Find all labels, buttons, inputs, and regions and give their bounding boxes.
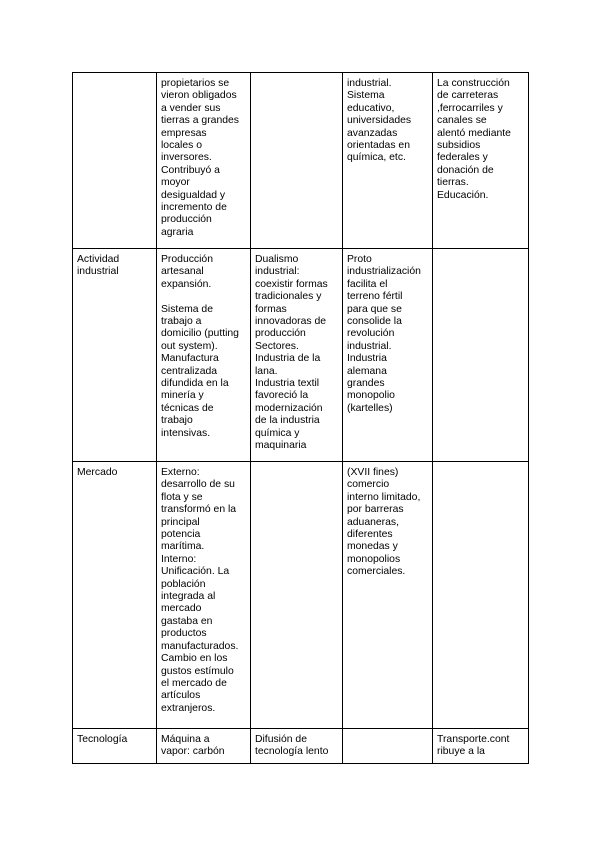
cell-text-line: artículos	[161, 690, 201, 702]
cell-text-line: intensivas.	[161, 427, 211, 439]
cell-text-line: Sectores.	[255, 340, 299, 352]
table-cell	[251, 249, 343, 462]
table-cell	[343, 462, 433, 729]
cell-text-line: grandes	[347, 378, 385, 390]
cell-text-line: Sistema	[347, 90, 385, 102]
table-cell	[73, 462, 157, 729]
cell-text-line: Contribuyó a	[161, 164, 220, 176]
cell-text-line: Interno:	[161, 553, 197, 565]
cell-text-line: favoreció la	[255, 390, 309, 402]
cell-text-line: industrialización	[347, 266, 421, 278]
cell-text-line: incremento de	[161, 202, 227, 214]
cell-text-line: innovadoras de	[255, 316, 327, 328]
cell-text-line: comercio	[347, 479, 390, 491]
cell-text-line: agraria	[161, 226, 194, 238]
cell-text-line: Cambio en los	[161, 653, 228, 665]
cell-text-line: ,ferrocarriles y	[437, 102, 503, 114]
cell-text-line: difundida en la	[161, 378, 229, 390]
cell-text-line: lana.	[255, 365, 278, 377]
cell-text-line: consolide la	[347, 316, 402, 328]
cell-text-line: producción	[161, 214, 212, 226]
cell-text-line: Manufactura	[161, 353, 219, 365]
cell-text-line: potencia	[161, 529, 201, 541]
cell-text-line: vieron obligados	[161, 90, 237, 102]
cell-text-line: industrial.	[347, 340, 392, 352]
cell-text-line: marítima.	[161, 541, 205, 553]
cell-text-line: tecnología lento	[255, 746, 329, 758]
cell-text-line: vapor: carbón	[161, 746, 225, 758]
cell-blank-line	[161, 291, 246, 303]
table-cell	[343, 249, 433, 462]
cell-text-line: artesanal	[161, 266, 204, 278]
cell-text-line: expansión.	[161, 278, 212, 290]
cell-text-line: minería y	[161, 390, 204, 402]
cell-text-line: tierras a grandes	[161, 115, 239, 127]
cell-text-line: de la industria	[255, 415, 320, 427]
cell-text-line: centralizada	[161, 365, 218, 377]
cell-text-line: Dualismo	[255, 254, 299, 265]
table-cell	[433, 249, 529, 462]
cell-text-line: subsidios	[437, 140, 481, 152]
cell-text-line: industrial	[77, 266, 119, 278]
table-cell	[251, 729, 343, 764]
cell-text-line: diferentes	[347, 529, 393, 541]
cell-text-line: inversores.	[161, 152, 212, 164]
table-cell	[73, 729, 157, 764]
cell-text-line: (kartelles)	[347, 402, 393, 414]
table-row	[73, 729, 529, 764]
cell-text-line: comerciales.	[347, 566, 406, 578]
cell-text-line: Industria textil	[255, 378, 320, 390]
cell-text-line: trabajo a	[161, 316, 202, 328]
cell-text-line: Proto	[347, 254, 372, 265]
cell-text-line: educativo,	[347, 102, 395, 114]
table-cell	[433, 462, 529, 729]
table-cell	[433, 73, 529, 249]
cell-text-line: Unificación. La	[161, 566, 230, 578]
cell-text-line: empresas	[161, 127, 207, 139]
cell-text-line: federales y	[437, 152, 488, 164]
table-cell	[157, 729, 251, 764]
cell-text-line: por barreras	[347, 504, 404, 516]
cell-text-line: manufacturados.	[161, 640, 239, 652]
cell-text-line: de carreteras	[437, 90, 499, 102]
cell-text-line: desigualdad y	[161, 189, 226, 201]
cell-text-line: moyor	[161, 177, 190, 189]
cell-text-line: terreno fértil	[347, 291, 403, 303]
cell-text-line: propietarios se	[161, 78, 230, 89]
cell-text-line: coexistir formas	[255, 278, 328, 290]
cell-text-line: monopolios	[347, 553, 401, 565]
cell-text-line: Industria	[347, 353, 387, 365]
table-cell	[433, 729, 529, 764]
cell-text-line: orientadas en	[347, 140, 410, 152]
table-cell	[251, 462, 343, 729]
cell-text-line: monedas y	[347, 541, 398, 553]
cell-text-line: modernización	[255, 402, 323, 414]
cell-text-line: domicilio (putting	[161, 328, 239, 340]
cell-text-line: industrial.	[347, 78, 392, 89]
cell-text-line: facilita el	[347, 278, 388, 290]
cell-text-line: principal	[161, 516, 200, 528]
table-cell	[251, 73, 343, 249]
cell-text-line: desarrollo de su	[161, 479, 235, 491]
comparison-table	[72, 72, 529, 764]
cell-text-line: tierras.	[437, 177, 469, 189]
cell-text-line: maquinaria	[255, 440, 307, 452]
cell-text-line: química, etc.	[347, 152, 406, 164]
cell-text-line: Máquina a	[161, 734, 210, 745]
cell-text-line: población	[161, 578, 206, 590]
cell-text-line: Producción	[161, 254, 213, 265]
table-cell	[157, 462, 251, 729]
cell-text-line: Difusión de	[255, 734, 307, 745]
cell-text-line: locales o	[161, 140, 203, 152]
cell-text-line: alentó mediante	[437, 127, 511, 139]
table-cell	[157, 249, 251, 462]
cell-text-line: Externo:	[161, 467, 200, 478]
cell-text-line: a vender sus	[161, 102, 221, 114]
cell-text-line: trabajo	[161, 415, 193, 427]
cell-text-line: Industria de la	[255, 353, 321, 365]
cell-text-line: canales se	[437, 115, 487, 127]
cell-text-line: (XVII fines)	[347, 467, 399, 478]
cell-text-line: extranjeros.	[161, 702, 216, 714]
cell-text-line: revolución	[347, 328, 395, 340]
cell-text-line: transformó en la	[161, 504, 237, 516]
table-row	[73, 462, 529, 729]
table-cell	[157, 73, 251, 249]
cell-text-line: Tecnología	[77, 734, 128, 745]
cell-text-line: integrada al	[161, 591, 216, 603]
cell-text-line: monopolio	[347, 390, 395, 402]
cell-text-line: gastaba en	[161, 615, 213, 627]
cell-text-line: Educación.	[437, 189, 489, 201]
cell-text-line: industrial:	[255, 266, 300, 278]
cell-text-line: out system).	[161, 340, 218, 352]
cell-text-line: química y	[255, 427, 300, 439]
table-body	[73, 73, 529, 764]
cell-text-line: ribuye a la	[437, 746, 485, 758]
cell-text-line: productos	[161, 628, 207, 640]
cell-text-line: Transporte.cont	[437, 734, 510, 745]
cell-text-line: para que se	[347, 303, 402, 315]
cell-text-line: Actividad	[77, 254, 120, 265]
table-cell	[343, 73, 433, 249]
cell-text-line: universidades	[347, 115, 412, 127]
cell-text-line: el mercado de	[161, 677, 227, 689]
table-cell	[343, 729, 433, 764]
cell-text-line: tradicionales y	[255, 291, 322, 303]
cell-text-line: producción	[255, 328, 306, 340]
table-row	[73, 73, 529, 249]
table-row	[73, 249, 529, 462]
cell-text-line: mercado	[161, 603, 202, 615]
cell-text-line: Sistema de	[161, 303, 213, 315]
cell-text-line: donación de	[437, 164, 494, 176]
cell-text-line: aduaneras,	[347, 516, 399, 528]
cell-text-line: flota y se	[161, 491, 203, 503]
cell-text-line: técnicas de	[161, 402, 214, 414]
table-cell	[73, 249, 157, 462]
cell-text-line: La construcción	[437, 78, 510, 89]
cell-text-line: alemana	[347, 365, 387, 377]
table-cell	[73, 73, 157, 249]
cell-text-line: gustos estímulo	[161, 665, 234, 677]
cell-text-line: formas	[255, 303, 287, 315]
cell-text-line: Mercado	[77, 467, 118, 478]
cell-text-line: interno limitado,	[347, 491, 421, 503]
cell-text-line: avanzadas	[347, 127, 398, 139]
